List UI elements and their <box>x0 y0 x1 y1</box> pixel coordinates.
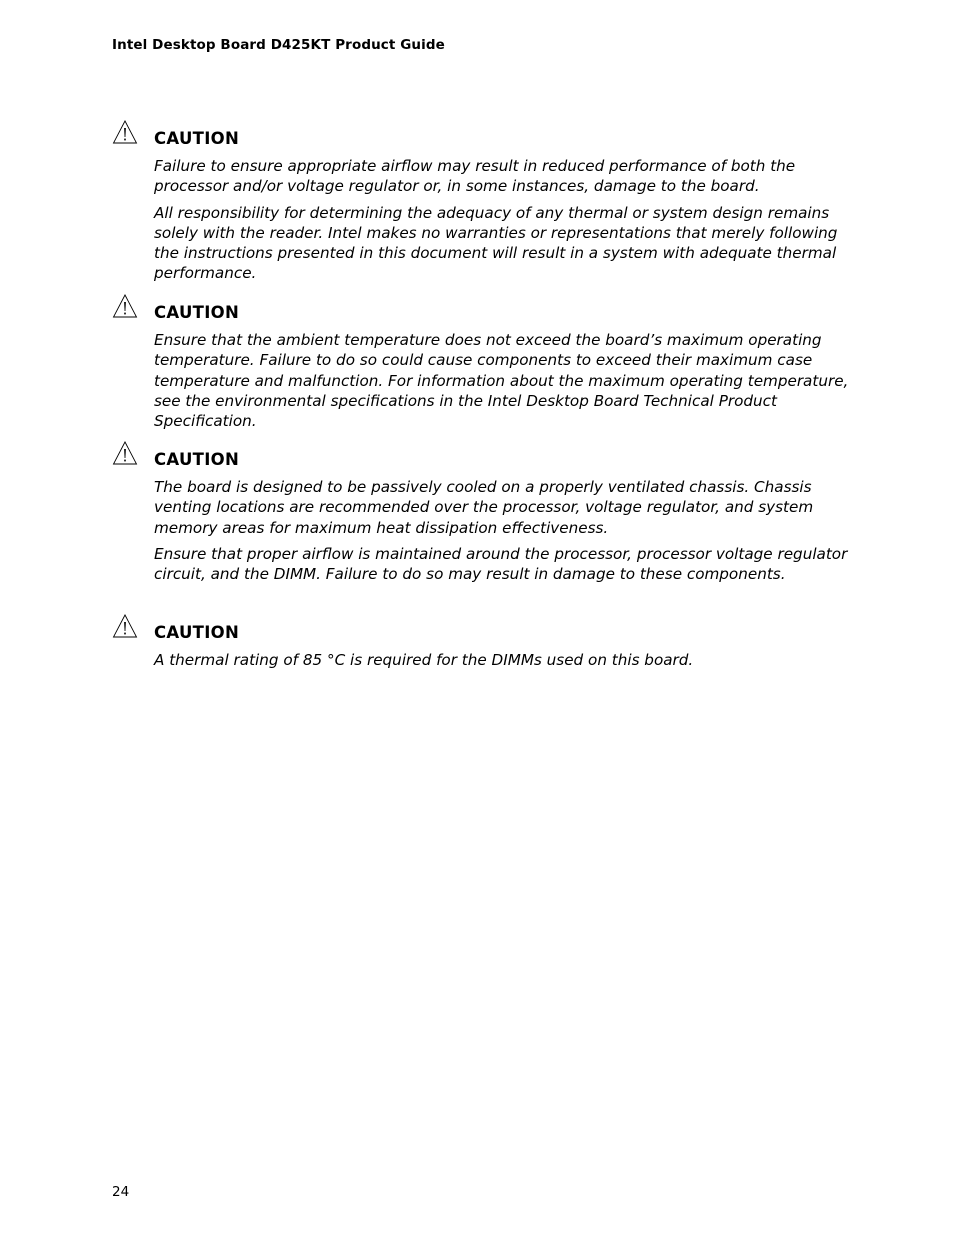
page-header-title: Intel Desktop Board D425KT Product Guide <box>112 37 445 53</box>
warning-triangle-icon <box>112 119 138 145</box>
caution-title: CAUTION <box>154 623 240 642</box>
warning-triangle-icon <box>112 613 138 639</box>
caution-body <box>154 477 854 590</box>
caution-paragraph: Failure to ensure appropriate airflow may result in reduced performance of both the processor and/or voltage regulator or, in some instances, damage to the board. <box>154 157 796 196</box>
caution-body <box>154 156 854 290</box>
warning-triangle-icon <box>112 440 138 466</box>
caution-paragraph: Ensure that the ambient temperature does not exceed the board’s maximum operating temperature. Failure to do so could cause components to exceed their maximum case temperature and malfunction. For information about the maximum operating temperature, see the environmental specifications in the Intel Desktop Board Technical Product Specification. <box>154 331 849 431</box>
warning-triangle-icon <box>112 293 138 319</box>
caution-title: CAUTION <box>154 129 240 148</box>
caution-title: CAUTION <box>154 450 240 469</box>
page-number: 24 <box>112 1184 130 1200</box>
caution-paragraph: A thermal rating of 85 °C is required for the DIMMs used on this board. <box>154 651 694 669</box>
caution-title: CAUTION <box>154 303 240 322</box>
caution-body <box>154 330 854 437</box>
caution-paragraph: The board is designed to be passively cooled on a properly ventilated chassis. Chassis venting locations are recommended over the processor, voltage regulator, and system memory areas for maximum heat dissipation effectiveness. <box>154 478 814 537</box>
caution-body <box>154 650 854 676</box>
caution-paragraph: All responsibility for determining the adequacy of any thermal or system design remains solely with the reader. Intel makes no warranties or representations that merely following the instructions presented in this document will result in a system with adequate thermal performance. <box>154 203 838 283</box>
caution-paragraph: Ensure that proper airflow is maintained around the processor, processor voltage regulator circuit, and the DIMM. Failure to do so may result in damage to these components. <box>154 544 848 584</box>
